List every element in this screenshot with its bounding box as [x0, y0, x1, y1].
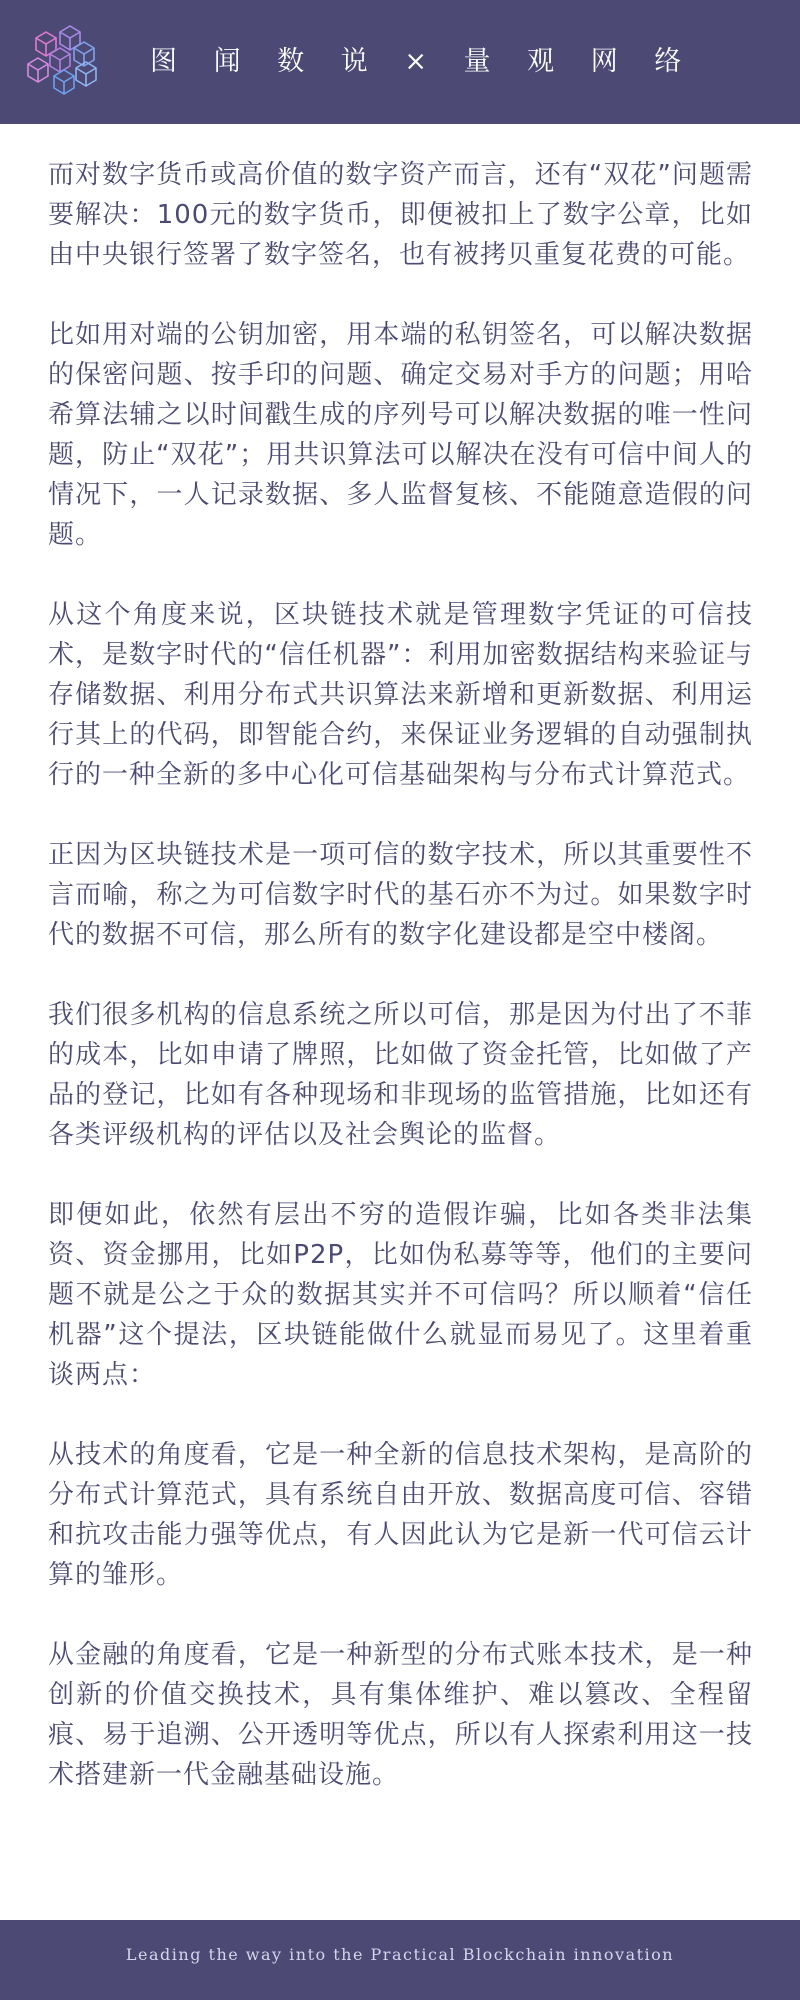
article-body — [48, 155, 753, 1835]
article-paragraph: 从技术的角度看，它是一种全新的信息技术架构，是高阶的分布式计算范式，具有系统自由开放、数据高度可信、容错和抗攻击能力强等优点，有人因此认为它是新一代可信云计算的雏形。 — [48, 1440, 753, 1590]
header-title: 图 闻 数 说 × 量 观 网 络 — [150, 46, 696, 77]
footer-tagline: Leading the way into the Practical Blockchain innovation — [125, 1945, 675, 1964]
cube-cluster-icon — [24, 24, 104, 100]
article-paragraph: 而对数字货币或高价值的数字资产而言，还有“双花”问题需要解决：100元的数字货币，即便被扣上了数字公章，比如由中央银行签署了数字签名，也有被拷贝重复花费的可能。 — [48, 160, 753, 270]
article-paragraph: 即便如此，依然有层出不穷的造假诈骗，比如各类非法集资、资金挪用，比如P2P，比如伪私募等等，他们的主要问题不就是公之于众的数据其实并不可信吗？所以顺着“信任机器”这个提法，区块链能做什么就显而易见了。这里着重谈两点： — [48, 1200, 753, 1390]
article-paragraph: 从金融的角度看，它是一种新型的分布式账本技术，是一种创新的价值交换技术，具有集体维护、难以篡改、全程留痕、易于追溯、公开透明等优点，所以有人探索利用这一技术搭建新一代金融基础设施。 — [48, 1640, 753, 1790]
article-paragraph: 我们很多机构的信息系统之所以可信，那是因为付出了不菲的成本，比如申请了牌照，比如做了资金托管，比如做了产品的登记，比如有各种现场和非现场的监管措施，比如还有各类评级机构的评估以及社会舆论的监督。 — [48, 1000, 753, 1150]
footer-banner — [0, 1920, 800, 2000]
article-paragraph: 正因为区块链技术是一项可信的数字技术，所以其重要性不言而喻，称之为可信数字时代的基石亦不为过。如果数字时代的数据不可信，那么所有的数字化建设都是空中楼阁。 — [48, 840, 753, 950]
article-paragraph: 比如用对端的公钥加密，用本端的私钥签名，可以解决数据的保密问题、按手印的问题、确定交易对手方的问题；用哈希算法辅之以时间戳生成的序列号可以解决数据的唯一性问题，防止“双花”；用共识算法可以解决在没有可信中间人的情况下，一人记录数据、多人监督复核、不能随意造假的问题。 — [48, 320, 753, 550]
header-banner — [0, 0, 800, 124]
article-paragraph: 从这个角度来说，区块链技术就是管理数字凭证的可信技术，是数字时代的“信任机器”：利用加密数据结构来验证与存储数据、利用分布式共识算法来新增和更新数据、利用运行其上的代码，即智能合约，来保证业务逻辑的自动强制执行的一种全新的多中心化可信基础架构与分布式计算范式。 — [48, 600, 753, 790]
